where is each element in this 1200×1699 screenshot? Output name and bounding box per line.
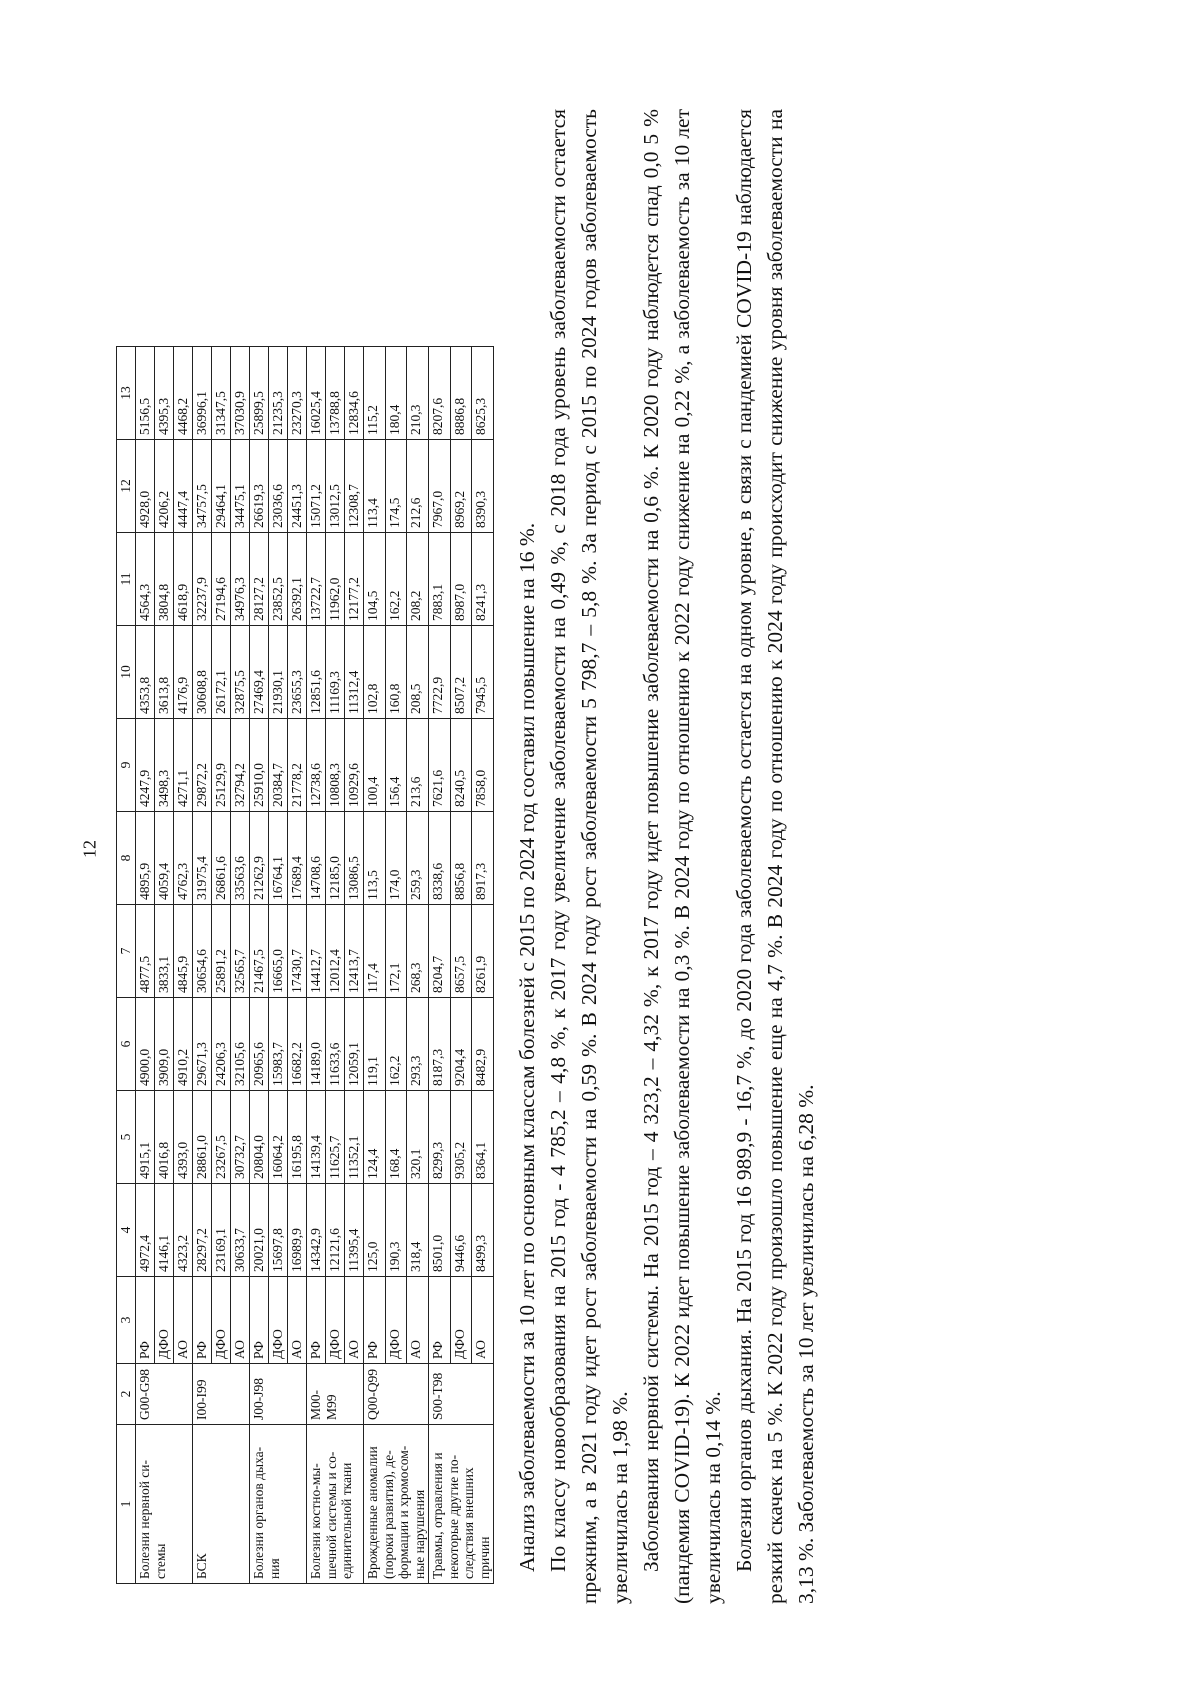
value-cell: 31347,5 xyxy=(212,347,231,440)
value-cell: 9204,4 xyxy=(450,998,472,1091)
value-cell: 8299,3 xyxy=(429,1091,451,1184)
value-cell: 21930,1 xyxy=(269,626,288,719)
value-cell: 12738,6 xyxy=(307,719,326,812)
value-cell: 8204,7 xyxy=(429,905,451,998)
value-cell: 268,3 xyxy=(407,905,429,998)
value-cell: 14708,6 xyxy=(307,812,326,905)
disease-class-cell: Травмы, отравления и некоторые другие по-следствия внешних причин xyxy=(429,1425,494,1584)
value-cell: 36996,1 xyxy=(193,347,212,440)
value-cell: 113,4 xyxy=(364,440,386,533)
value-cell: 8969,2 xyxy=(450,440,472,533)
value-cell: 23169,1 xyxy=(212,1184,231,1277)
value-cell: 8499,3 xyxy=(472,1184,494,1277)
value-cell: 4915,1 xyxy=(136,1091,155,1184)
value-cell: 7858,0 xyxy=(472,719,494,812)
value-cell: 20804,0 xyxy=(250,1091,269,1184)
value-cell: 125,0 xyxy=(364,1184,386,1277)
value-cell: 12413,7 xyxy=(345,905,364,998)
value-cell: 4323,2 xyxy=(174,1184,193,1277)
value-cell: 180,4 xyxy=(385,347,407,440)
value-cell: 21235,3 xyxy=(269,347,288,440)
value-cell: 20965,6 xyxy=(250,998,269,1091)
region-cell: РФ xyxy=(307,1277,326,1364)
value-cell: 23270,3 xyxy=(288,347,307,440)
disease-class-cell: Болезни органов дыха-ния xyxy=(250,1425,307,1584)
value-cell: 25899,5 xyxy=(250,347,269,440)
value-cell: 4395,3 xyxy=(155,347,174,440)
region-cell: ДФО xyxy=(326,1277,345,1364)
value-cell: 23655,3 xyxy=(288,626,307,719)
value-cell: 8364,1 xyxy=(472,1091,494,1184)
value-cell: 259,3 xyxy=(407,812,429,905)
value-cell: 7621,6 xyxy=(429,719,451,812)
value-cell: 15071,2 xyxy=(307,440,326,533)
value-cell: 3833,1 xyxy=(155,905,174,998)
value-cell: 26392,1 xyxy=(288,533,307,626)
column-header: 5 xyxy=(117,1091,136,1184)
value-cell: 8987,0 xyxy=(450,533,472,626)
analysis-text xyxy=(512,109,822,1604)
value-cell: 12177,2 xyxy=(345,533,364,626)
value-cell: 4016,8 xyxy=(155,1091,174,1184)
value-cell: 25910,0 xyxy=(250,719,269,812)
icd-code-cell: G00-G98 xyxy=(136,1364,193,1425)
table-row xyxy=(307,347,326,1584)
value-cell: 8338,6 xyxy=(429,812,451,905)
value-cell: 26172,1 xyxy=(212,626,231,719)
value-cell: 29671,3 xyxy=(193,998,212,1091)
value-cell: 11312,4 xyxy=(345,626,364,719)
value-cell: 23852,5 xyxy=(269,533,288,626)
icd-code-cell: Q00-Q99 xyxy=(364,1364,429,1425)
value-cell: 213,6 xyxy=(407,719,429,812)
value-cell: 34976,3 xyxy=(231,533,250,626)
value-cell: 12834,6 xyxy=(345,347,364,440)
value-cell: 3804,8 xyxy=(155,533,174,626)
value-cell: 28127,2 xyxy=(250,533,269,626)
value-cell: 20384,7 xyxy=(269,719,288,812)
value-cell: 32105,6 xyxy=(231,998,250,1091)
table-row xyxy=(250,347,269,1584)
value-cell: 14412,7 xyxy=(307,905,326,998)
region-cell: АО xyxy=(345,1277,364,1364)
column-header: 12 xyxy=(117,440,136,533)
value-cell: 7883,1 xyxy=(429,533,451,626)
region-cell: РФ xyxy=(429,1277,451,1364)
value-cell: 11169,3 xyxy=(326,626,345,719)
icd-code-cell: J00-J98 xyxy=(250,1364,307,1425)
value-cell: 33563,6 xyxy=(231,812,250,905)
value-cell: 17430,7 xyxy=(288,905,307,998)
value-cell: 4206,2 xyxy=(155,440,174,533)
value-cell: 24451,3 xyxy=(288,440,307,533)
value-cell: 12308,7 xyxy=(345,440,364,533)
icd-code-cell: I00-I99 xyxy=(193,1364,250,1425)
table-row xyxy=(136,347,155,1584)
value-cell: 3613,8 xyxy=(155,626,174,719)
value-cell: 318,4 xyxy=(407,1184,429,1277)
paragraph: Болезни органов дыхания. На 2015 год 16 989,9 - 16,7 %, до 2020 года заболеваемость остается на одном уровне, в связи с пандемией COVID-19 наблюдается резкий скачек на 5 %. К 2022 году произошло повышение еще на 4,7 %. В 2024 году по отношению к 2024 году происходит снижение уровня заболеваемости на 3,13 %. Заболеваемость за 10 лет увеличилась на 6,28 %. xyxy=(731,109,818,1604)
value-cell: 4353,8 xyxy=(136,626,155,719)
value-cell: 4877,5 xyxy=(136,905,155,998)
column-header: 3 xyxy=(117,1277,136,1364)
value-cell: 212,6 xyxy=(407,440,429,533)
value-cell: 4468,2 xyxy=(174,347,193,440)
column-header: 9 xyxy=(117,719,136,812)
value-cell: 104,5 xyxy=(364,533,386,626)
value-cell: 13722,7 xyxy=(307,533,326,626)
value-cell: 8886,8 xyxy=(450,347,472,440)
value-cell: 7945,5 xyxy=(472,626,494,719)
value-cell: 8482,9 xyxy=(472,998,494,1091)
value-cell: 168,4 xyxy=(385,1091,407,1184)
region-cell: РФ xyxy=(136,1277,155,1364)
value-cell: 4059,4 xyxy=(155,812,174,905)
value-cell: 37030,9 xyxy=(231,347,250,440)
region-cell: РФ xyxy=(364,1277,386,1364)
region-cell: АО xyxy=(288,1277,307,1364)
region-cell: АО xyxy=(472,1277,494,1364)
disease-class-cell: БСК xyxy=(193,1425,250,1584)
value-cell: 4564,3 xyxy=(136,533,155,626)
disease-class-cell: Болезни нервной си-стемы xyxy=(136,1425,193,1584)
rotated-page-content xyxy=(110,69,1090,1629)
value-cell: 16764,1 xyxy=(269,812,288,905)
value-cell: 9305,2 xyxy=(450,1091,472,1184)
value-cell: 15983,7 xyxy=(269,998,288,1091)
region-cell: ДФО xyxy=(269,1277,288,1364)
value-cell: 31975,4 xyxy=(193,812,212,905)
region-cell: АО xyxy=(407,1277,429,1364)
value-cell: 208,2 xyxy=(407,533,429,626)
region-cell: АО xyxy=(174,1277,193,1364)
value-cell: 13012,5 xyxy=(326,440,345,533)
value-cell: 208,5 xyxy=(407,626,429,719)
value-cell: 32237,9 xyxy=(193,533,212,626)
value-cell: 174,5 xyxy=(385,440,407,533)
value-cell: 8187,3 xyxy=(429,998,451,1091)
region-cell: ДФО xyxy=(155,1277,174,1364)
value-cell: 13086,5 xyxy=(345,812,364,905)
value-cell: 4845,9 xyxy=(174,905,193,998)
value-cell: 4910,2 xyxy=(174,998,193,1091)
icd-code-cell: M00-M99 xyxy=(307,1364,364,1425)
value-cell: 12059,1 xyxy=(345,998,364,1091)
value-cell: 320,1 xyxy=(407,1091,429,1184)
column-header: 2 xyxy=(117,1364,136,1425)
table-row xyxy=(193,347,212,1584)
value-cell: 23267,5 xyxy=(212,1091,231,1184)
value-cell: 174,0 xyxy=(385,812,407,905)
value-cell: 117,4 xyxy=(364,905,386,998)
value-cell: 7722,9 xyxy=(429,626,451,719)
page-number: 12 xyxy=(79,840,100,858)
value-cell: 100,4 xyxy=(364,719,386,812)
value-cell: 25891,2 xyxy=(212,905,231,998)
value-cell: 30633,7 xyxy=(231,1184,250,1277)
value-cell: 8657,5 xyxy=(450,905,472,998)
paragraph: По классу новообразования на 2015 год - 4 785,2 – 4,8 %, к 2017 году увеличение заболеваемости на 0,49 %, с 2018 года уровень заболеваемости остается прежним, а в 2021 году идет рост заболеваемости на 0,59 %. В 2024 году рост заболеваемости 5 798,7 – 5,8 %. За период с 2015 по 2024 годов заболеваемость увеличилась на 1,98 %. xyxy=(546,109,632,1604)
value-cell: 16025,4 xyxy=(307,347,326,440)
value-cell: 21467,5 xyxy=(250,905,269,998)
value-cell: 5156,5 xyxy=(136,347,155,440)
icd-code-cell: S00-T98 xyxy=(429,1364,494,1425)
column-header: 6 xyxy=(117,998,136,1091)
value-cell: 119,1 xyxy=(364,998,386,1091)
value-cell: 190,3 xyxy=(385,1184,407,1277)
value-cell: 12012,4 xyxy=(326,905,345,998)
table-header-row xyxy=(117,347,136,1584)
column-header: 7 xyxy=(117,905,136,998)
value-cell: 30654,6 xyxy=(193,905,212,998)
value-cell: 14139,4 xyxy=(307,1091,326,1184)
column-header: 4 xyxy=(117,1184,136,1277)
value-cell: 27194,6 xyxy=(212,533,231,626)
value-cell: 14189,0 xyxy=(307,998,326,1091)
value-cell: 9446,6 xyxy=(450,1184,472,1277)
value-cell: 4900,0 xyxy=(136,998,155,1091)
value-cell: 28861,0 xyxy=(193,1091,212,1184)
disease-class-cell: Врожденные аномалии (пороки развития), де-формации и хромосом-ные нарушения xyxy=(364,1425,429,1584)
region-cell: ДФО xyxy=(450,1277,472,1364)
value-cell: 16195,8 xyxy=(288,1091,307,1184)
value-cell: 156,4 xyxy=(385,719,407,812)
value-cell: 29872,2 xyxy=(193,719,212,812)
value-cell: 4176,9 xyxy=(174,626,193,719)
paragraph: Анализ заболеваемости за 10 лет по основным классам болезней с 2015 по 2024 год составил повышение на 16 %. xyxy=(515,522,540,1572)
value-cell: 7967,0 xyxy=(429,440,451,533)
value-cell: 16682,2 xyxy=(288,998,307,1091)
value-cell: 8501,0 xyxy=(429,1184,451,1277)
value-cell: 12851,6 xyxy=(307,626,326,719)
value-cell: 30732,7 xyxy=(231,1091,250,1184)
value-cell: 4146,1 xyxy=(155,1184,174,1277)
value-cell: 16989,9 xyxy=(288,1184,307,1277)
value-cell: 8507,2 xyxy=(450,626,472,719)
value-cell: 102,8 xyxy=(364,626,386,719)
column-header: 13 xyxy=(117,347,136,440)
value-cell: 27469,4 xyxy=(250,626,269,719)
region-cell: РФ xyxy=(250,1277,269,1364)
value-cell: 4247,9 xyxy=(136,719,155,812)
value-cell: 34757,5 xyxy=(193,440,212,533)
region-cell: ДФО xyxy=(385,1277,407,1364)
column-header: 8 xyxy=(117,812,136,905)
value-cell: 162,2 xyxy=(385,998,407,1091)
table-row xyxy=(364,347,386,1584)
value-cell: 4895,9 xyxy=(136,812,155,905)
value-cell: 17689,4 xyxy=(288,812,307,905)
value-cell: 160,8 xyxy=(385,626,407,719)
value-cell: 14342,9 xyxy=(307,1184,326,1277)
value-cell: 13788,8 xyxy=(326,347,345,440)
value-cell: 32794,2 xyxy=(231,719,250,812)
value-cell: 4762,3 xyxy=(174,812,193,905)
value-cell: 30608,8 xyxy=(193,626,212,719)
value-cell: 113,5 xyxy=(364,812,386,905)
value-cell: 210,3 xyxy=(407,347,429,440)
value-cell: 29464,1 xyxy=(212,440,231,533)
column-header: 11 xyxy=(117,533,136,626)
value-cell: 3909,0 xyxy=(155,998,174,1091)
value-cell: 11962,0 xyxy=(326,533,345,626)
value-cell: 24206,3 xyxy=(212,998,231,1091)
region-cell: РФ xyxy=(193,1277,212,1364)
value-cell: 32875,5 xyxy=(231,626,250,719)
column-header: 10 xyxy=(117,626,136,719)
region-cell: ДФО xyxy=(212,1277,231,1364)
table-body xyxy=(136,347,494,1584)
value-cell: 4618,9 xyxy=(174,533,193,626)
value-cell: 4393,0 xyxy=(174,1091,193,1184)
value-cell: 25129,9 xyxy=(212,719,231,812)
value-cell: 8261,9 xyxy=(472,905,494,998)
value-cell: 4972,4 xyxy=(136,1184,155,1277)
value-cell: 12121,6 xyxy=(326,1184,345,1277)
value-cell: 11633,6 xyxy=(326,998,345,1091)
paragraph: Заболевания нервной системы. На 2015 год – 4 323,2 – 4,32 %, к 2017 году идет повышение заболеваемости на 0,6 %. К 2020 году наблюдется спад 0,0 5 % (пандемия COVID-19). К 2022 идет повышение заболеваемости на 0,3 %. В 2024 году по отношению к 2022 году снижение на 0,22 %, а заболеваемость за 10 лет увеличилась на 0,14 %. xyxy=(638,109,725,1604)
value-cell: 20021,0 xyxy=(250,1184,269,1277)
value-cell: 4447,4 xyxy=(174,440,193,533)
value-cell: 12185,0 xyxy=(326,812,345,905)
value-cell: 10929,6 xyxy=(345,719,364,812)
value-cell: 3498,3 xyxy=(155,719,174,812)
column-header: 1 xyxy=(117,1425,136,1584)
value-cell: 11352,1 xyxy=(345,1091,364,1184)
value-cell: 21778,2 xyxy=(288,719,307,812)
value-cell: 26619,3 xyxy=(250,440,269,533)
value-cell: 16665,0 xyxy=(269,905,288,998)
value-cell: 23036,6 xyxy=(269,440,288,533)
value-cell: 4271,1 xyxy=(174,719,193,812)
value-cell: 293,3 xyxy=(407,998,429,1091)
table-row xyxy=(429,347,451,1584)
morbidity-table xyxy=(116,346,494,1584)
value-cell: 15697,8 xyxy=(269,1184,288,1277)
value-cell: 8207,6 xyxy=(429,347,451,440)
value-cell: 16064,2 xyxy=(269,1091,288,1184)
region-cell: АО xyxy=(231,1277,250,1364)
value-cell: 34475,1 xyxy=(231,440,250,533)
value-cell: 11625,7 xyxy=(326,1091,345,1184)
value-cell: 172,1 xyxy=(385,905,407,998)
value-cell: 8625,3 xyxy=(472,347,494,440)
value-cell: 8917,3 xyxy=(472,812,494,905)
value-cell: 26861,6 xyxy=(212,812,231,905)
value-cell: 32565,7 xyxy=(231,905,250,998)
value-cell: 8240,5 xyxy=(450,719,472,812)
value-cell: 8856,8 xyxy=(450,812,472,905)
value-cell: 8390,3 xyxy=(472,440,494,533)
value-cell: 8241,3 xyxy=(472,533,494,626)
value-cell: 21262,9 xyxy=(250,812,269,905)
disease-class-cell: Болезни костно-мы-шечной системы и со-единительной ткани xyxy=(307,1425,364,1584)
value-cell: 4928,0 xyxy=(136,440,155,533)
value-cell: 11395,4 xyxy=(345,1184,364,1277)
value-cell: 28297,2 xyxy=(193,1184,212,1277)
value-cell: 10808,3 xyxy=(326,719,345,812)
value-cell: 124,4 xyxy=(364,1091,386,1184)
value-cell: 115,2 xyxy=(364,347,386,440)
value-cell: 162,2 xyxy=(385,533,407,626)
